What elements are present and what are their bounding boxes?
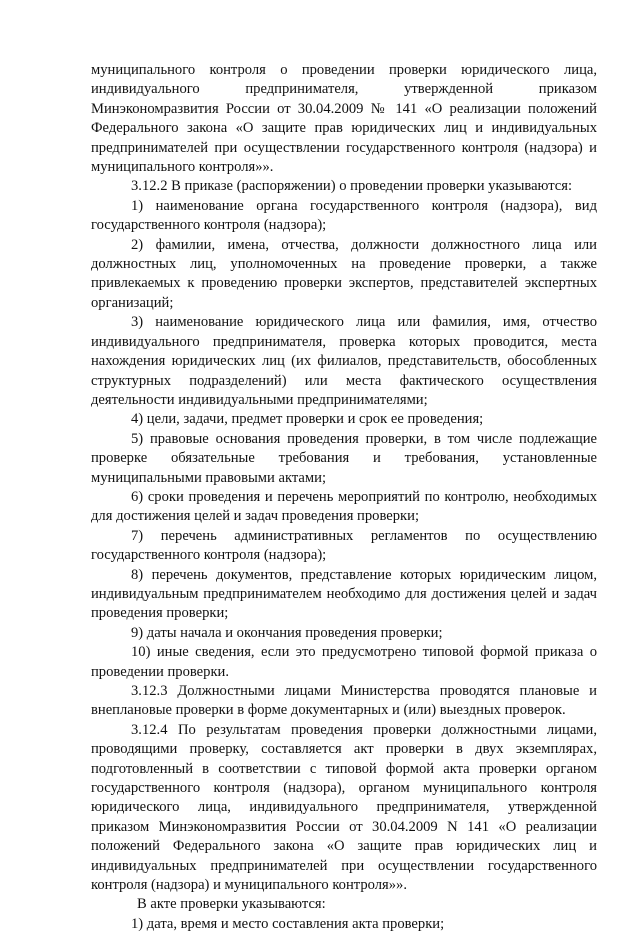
paragraph-3-12-3: 3.12.3 Должностными лицами Министерства проводятся плановые и внеплановые проверки в форме документарных и (или) выездных проверок. (91, 683, 597, 719)
list-item-2: 2) фамилии, имена, отчества, должности должностного лица или должностных лиц, уполномоченных на проведение проверки, а также привлекаемых к проведению проверки экспертов, представителей экспертных организаций; (91, 236, 597, 311)
list-item-9: 9) даты начала и окончания проведения проверки; (131, 624, 443, 641)
list-item-10: 10) иные сведения, если это предусмотрено типовой формой приказа о проведении проверки. (91, 644, 597, 680)
paragraph-act-intro: В акте проверки указываются: (137, 896, 326, 913)
list-item-7: 7) перечень административных регламентов по осуществлению государственного контроля (надзора); (91, 527, 597, 564)
document-page (91, 61, 597, 934)
list-item-1: 1) наименование органа государственного контроля (надзора), вид государственного контроля (надзора); (91, 197, 597, 234)
list-item-6: 6) сроки проведения и перечень мероприятий по контролю, необходимых для достижения целей и задач проведения проверки; (91, 488, 597, 525)
paragraph-3-12-4: 3.12.4 По результатам проведения проверки должностными лицами, проводящими проверку, составляется акт проверки в двух экземплярах, подготовленный в соответствии с типовой формой акта проверки органом государственного контроля (надзора), органом муниципального контроля юридического лица, индивидуального предпринимателя, утвержденной приказом Минэкономразвития России от 30.04.2009 N 141 «О реализации положений Федерального закона «О защите прав юридических лиц и индивидуальных предпринимателей при осуществлении государственного контроля (надзора) и муниципального контроля»». (91, 721, 597, 894)
paragraph-continuation: муниципального контроля о проведении проверки юридического лица, индивидуального предпринимателя, утвержденной приказом Минэкономразвития России от 30.04.2009 № 141 «О реализации положений Федерального закона «О защите прав юридических лиц и индивидуальных предпринимателей при осуществлении государственного контроля (надзора) и муниципального контроля»». (91, 62, 597, 176)
paragraph-3-12-2: 3.12.2 В приказе (распоряжении) о проведении проверки указываются: (131, 178, 573, 195)
list-item-3: 3) наименование юридического лица или фамилия, имя, отчество индивидуального предпринимателя, проверка которых проводится, места нахождения юридических лиц (их филиалов, представительств, обособленных структурных подразделений) или места фактического осуществления деятельности индивидуальными предпринимателями; (91, 314, 597, 408)
list-item-5: 5) правовые основания проведения проверки, в том числе подлежащие проверке обязательные требования и требования, установленные муниципальными правовыми актами; (91, 430, 597, 486)
list-item-8: 8) перечень документов, представление которых юридическим лицом, индивидуальным предпринимателем необходимо для достижения целей и задач проведения проверки; (91, 566, 597, 622)
list-item-4: 4) цели, задачи, предмет проверки и срок ее проведения; (131, 411, 484, 428)
act-list-item-1: 1) дата, время и место составления акта проверки; (131, 915, 445, 932)
